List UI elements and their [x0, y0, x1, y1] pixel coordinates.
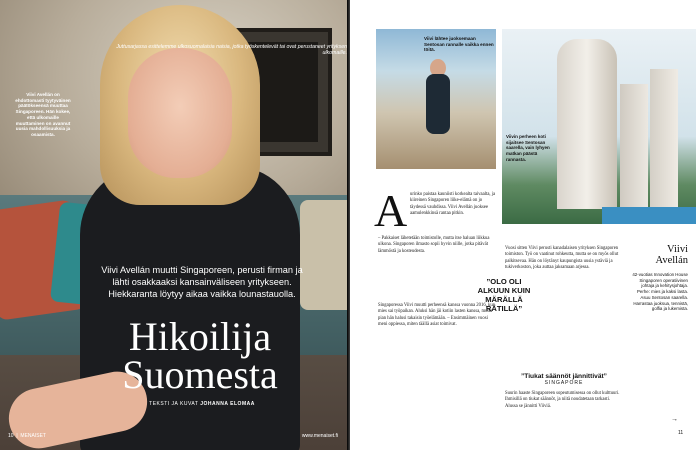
page-number-left: 10: [8, 433, 14, 439]
article-title: [90, 314, 310, 397]
magazine-name: MENAISET: [20, 433, 46, 439]
pool: [602, 207, 696, 224]
body-text-col1-bottom: Singaporessa Viivi muutti perheensä kanssa vuonna 2016, kun mies sai työpaikan. Aluksi hän jäi kotiin lasten kanssa, mutta pian hän halusi takaisin työelämään. – Ensimmäinen vuosi meni oppiessa, miten täällä asiat toimivat.: [378, 303, 496, 328]
byline: [96, 401, 308, 407]
pull-quote: ”OLO OLI ALKUUN KUIN MÄRÄLLÄ RÄTILLÄ”: [477, 277, 531, 313]
body-text-col2-bottom: Suurin haaste Singaporeen sopeutumisessa on ollut kulttuuri. Ihmisillä on tiukat säännöt, ja niitä noudatetaan tarkasti. Alussa se jännitti Viiviä.: [505, 391, 620, 409]
series-deck: Juttusarjassa esittelemme ulkosuomalaisia naisia, jotka työskentelevät tai ovat perustaneet yrityksen ulkomaille.: [116, 44, 347, 57]
body-text-col1-top: urinko paistaa kauniisti korkealta taivaalta, ja kiireinen Singaporen liike-elämä on jo täydessä vauhdissa. Viivi Avellán juoksee aamulenkkinsä rantaa pitkin.: [410, 192, 496, 217]
subheading: [505, 373, 623, 386]
subheading-location: SINGAPORE: [544, 380, 584, 386]
tower-photo: [502, 29, 696, 224]
tower-third: [650, 69, 678, 209]
byline-prefix: TEKSTI JA KUVAT: [149, 401, 199, 407]
sidebar-name: [628, 244, 688, 266]
drop-cap: A: [374, 185, 408, 236]
sidebar-name-first: Viivi: [667, 244, 688, 255]
website-link[interactable]: www.menaiset.fi: [301, 433, 338, 439]
running-photo-caption: Viivi lähtee juoksemaan Sentosan rannalle vaikka ennen töitä.: [424, 36, 494, 53]
byline-name: JOHANNA ELOMAA: [200, 401, 255, 407]
tower-photo-caption: Viivin perheen koti sijaitsee Sentosan saarella, vain lyhyen matkan päästä rannasta.: [506, 134, 550, 162]
body-text-col2: Vuosi sitten Viivi perusti kanadalaisen yrityksen Singaporen toimiston. Työ on vaatinut rohkeutta, mutta se on myös ollut palkitsevaa. Hän on löytänyt kaupungista uusia ystäviä ja tukiverkoston, joka auttaa jaksamaan arjessa.: [505, 246, 619, 271]
portrait-caption: Viivi Avellán on ehdottomasti tyytyväinen päätökseensä muuttaa Singaporeen. Hän kokee, että ulkomaille muuttaminen on avannut uusia mahdollisuuksia ja osaamista.: [15, 92, 71, 138]
page-number-right: 11: [678, 430, 684, 436]
body-text-col1-mid: – Pakkaiset lähetetään toimistolle, mutta itse haluan liikkua ulkona. Singaporen ilmasto sopii hyvin niille, jotka pitävät lämmöstä ja kosteudesta.: [378, 236, 490, 254]
tower-second: [620, 84, 648, 209]
portrait-face: [128, 48, 232, 178]
left-page: [0, 0, 347, 450]
left-footer: [8, 433, 338, 439]
article-intro: Viivi Avellán muutti Singaporeen, perusti firman ja lähti osakkaaksi kansainväliseen yritykseen. Hiekkaranta löytyy aikaa vaikka lounastauolla.: [101, 265, 303, 300]
right-page: [350, 0, 696, 450]
title-line-2: Suomesta: [122, 352, 278, 397]
sidebar-name-last: Avellán: [655, 255, 688, 267]
title-line-1: Hikoilija: [128, 314, 272, 359]
subheading-title: ”Tiukat säännöt jännittivät”: [521, 373, 607, 380]
sidebar-text: 42-vuotias Innovation House Singaporen operatiivinen johtaja ja kehitysjohtaja. Perhe: mies ja kaksi lasta. Asuu Sentosan saarella. Harrastaa juoksua, tennistä, golfia ja lukemista.: [632, 272, 688, 312]
profile-sidebar: [628, 244, 688, 312]
continue-arrow-icon: →: [671, 416, 678, 423]
runner-body: [426, 74, 450, 134]
tower-main: [557, 39, 617, 209]
left-footer-info: 10 | MENAISET: [8, 433, 46, 439]
